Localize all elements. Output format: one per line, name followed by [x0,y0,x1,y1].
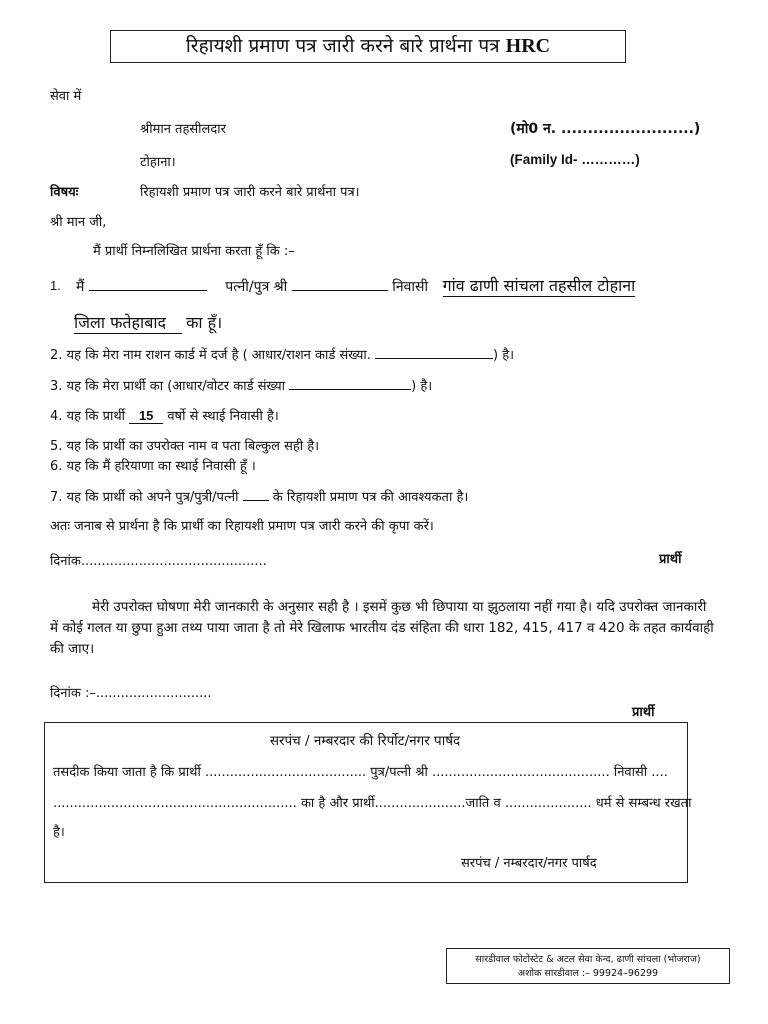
title-text: रिहायशी प्रमाण पत्र जारी करने बारे प्रार्थना पत्र [185,35,500,57]
item4 [50,406,279,424]
report-signature: सरपंच / नम्बरदार/नगर पार्षद [461,856,597,871]
date-line-2: दिनांक :–............................ [50,686,212,701]
item7-text: 7. यह कि प्रार्थी को अपने पुत्र/पुत्री/पत्नी [50,490,239,505]
footer-line-2: अशोक सारडीवाल :– 99924–96299 [517,968,659,979]
request-line: अतः जनाब से प्रार्थना है कि प्रार्थी का रिहायशी प्रमाण पत्र जारी करने की कृपा करें। [50,519,434,534]
date-line-1: दिनांक............................................. [50,554,267,569]
item3-text: 3. यह कि मेरा प्रार्थी का (आधार/वोटर कार्ड संख्या [50,379,285,394]
salutation: श्री मान जी, [50,215,107,230]
item1-number: 1. [50,278,61,293]
item3-end: ) है। [411,379,433,394]
family-id-field: (Family Id- …………) [510,152,640,167]
item7-end: के रिहायशी प्रमाण पत्र की आवश्यकता है। [272,490,469,505]
item7 [50,487,468,505]
applicant-signature-2: प्रार्थी [632,705,655,720]
mobile-field: (मो0 न. .........................) [510,121,701,137]
item1-resident: निवासी [392,279,429,295]
subject-text: रिहायशी प्रमाण पत्र जारी करने बारे प्रार्थना पत्र। [140,185,360,200]
relation-blank [243,488,269,501]
item6: 6. यह कि मैं हरियाणा का स्थाई निवासी हूँ । [50,459,256,474]
item1-district: जिला फतेहाबाद [74,311,182,334]
name-blank [89,278,207,291]
intro-line: मैं प्रार्थी निम्नलिखित प्रार्थना करता हूँ कि :– [93,244,295,259]
report-line-1: तसदीक किया जाता है कि प्रार्थी ....................................... पुत्र/पत्नी श्री ........................................... निवासी .... [53,765,668,780]
report-line-3: है। [53,825,65,840]
years-value: 15 [129,408,163,424]
title-code: HRC [505,35,551,57]
item5: 5. यह कि प्रार्थी का उपरोक्त नाम व पता बिल्कुल सही है। [50,439,320,454]
shop-footer-box [446,948,730,984]
item2-text: 2. यह कि मेरा नाम राशन कार्ड में दर्ज है ( आधार/राशन कार्ड संख्या. [50,348,371,363]
item4-text: 4. यह कि प्रार्थी [50,409,126,424]
subject-label: विषयः [50,185,79,200]
verification-report-box [44,722,692,883]
item1-line2 [74,311,222,334]
applicant-signature-1: प्रार्थी [659,552,682,567]
item1-village: गांव ढाणी सांचला तहसील टोहाना [442,276,636,295]
addressee-place: टोहाना। [140,155,176,170]
father-name-blank [292,278,388,291]
item1-relation: पत्नी/पुत्र श्री [225,279,288,295]
voter-card-blank [289,377,411,390]
seva-label: सेवा में [50,89,82,104]
declaration-paragraph: मेरी उपरोक्त घोषणा मेरी जानकारी के अनुसार सही है । इसमें कुछ भी छिपाया या झुठलाया नहीं गया है। यदि उपरोक्त जानकारी में कोई गलत या छुपा हुआ तथ्य पाया जाता है तो मेरे खिलाफ भारतीय दंड संहिता की धारा 182, 415, 417 व 420 के तहत कार्यवाही की जाए। [50,599,714,657]
item2-end: ) है। [493,348,515,363]
footer-line-1: सारडीवाल फोटोस्टेट & अटल सेवा केन्द, ढाणी सांचला (भोजराज) [475,954,701,965]
item1-main: मैं [76,279,85,295]
item2 [50,345,514,363]
report-heading: सरपंच / नम्बरदार की रिर्पोट/नगर पार्षद [269,733,461,749]
item3 [50,376,432,394]
report-line-2: ........................................................... का है और प्रार्थी......................जाति व ..................... धर्म से सम्बन्ध रखता [53,796,692,811]
ration-card-blank [375,346,493,359]
item1-line [76,274,635,297]
addressee: श्रीमान तहसीलदार [140,122,226,137]
item4-end: वर्षो से स्थाई निवासी है। [167,409,279,424]
document-title [110,30,626,63]
item1-end: का हूँ। [186,313,223,332]
